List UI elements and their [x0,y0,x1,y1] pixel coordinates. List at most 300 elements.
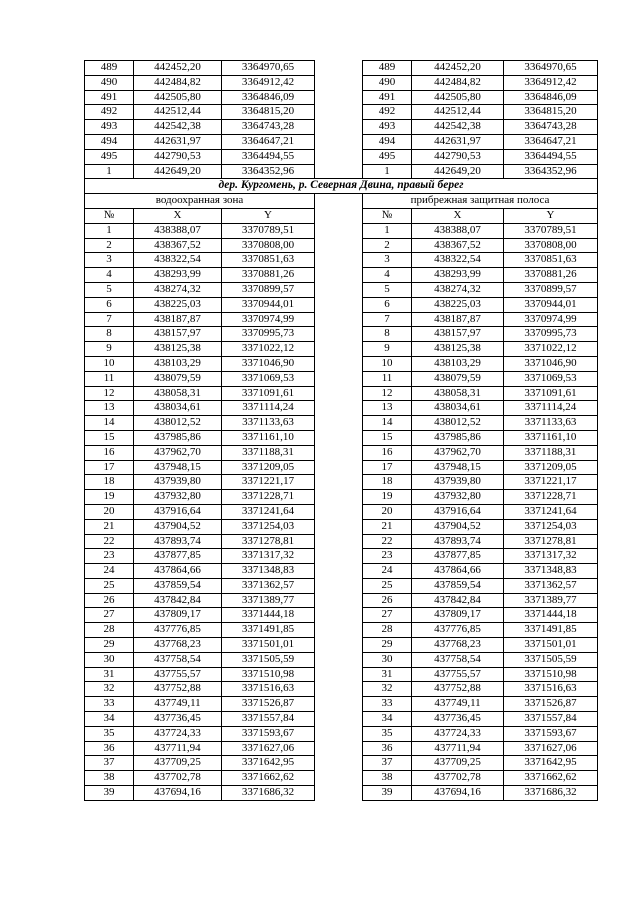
column-gap [315,149,363,164]
y-coordinate-cell: 3371278,81 [222,534,315,549]
y-coordinate-cell: 3370944,01 [222,297,315,312]
point-number-cell: 34 [363,712,412,727]
point-number-cell: 31 [85,667,134,682]
point-number-cell: 33 [363,697,412,712]
column-gap [315,578,363,593]
table-row [85,578,598,593]
column-gap [315,327,363,342]
point-number-cell: 19 [363,490,412,505]
point-number-cell: 2 [363,238,412,253]
column-gap [315,386,363,401]
x-coordinate-cell: 437893,74 [134,534,222,549]
point-number-cell: 6 [85,297,134,312]
x-coordinate-cell: 438157,97 [134,327,222,342]
point-number-cell: 36 [363,741,412,756]
y-coordinate-cell: 3364647,21 [504,134,598,149]
y-coordinate-cell: 3371389,77 [222,593,315,608]
column-gap [315,623,363,638]
table-row [85,401,598,416]
column-gap [315,726,363,741]
y-coordinate-cell: 3371161,10 [504,430,598,445]
y-coordinate-cell: 3364970,65 [504,61,598,76]
column-gap [315,786,363,801]
y-coordinate-cell: 3371505,59 [222,652,315,667]
point-number-cell: 27 [363,608,412,623]
x-coordinate-cell: 442790,53 [412,149,504,164]
column-gap [315,608,363,623]
table-row [85,682,598,697]
point-number-cell: 28 [85,623,134,638]
x-coordinate-cell: 438034,61 [134,401,222,416]
column-gap [315,282,363,297]
table-row [85,519,598,534]
column-gap [315,297,363,312]
table-row [85,371,598,386]
table-row [85,712,598,727]
x-coordinate-cell: 437864,66 [134,564,222,579]
point-number-cell: 18 [363,475,412,490]
x-coordinate-cell: 438012,52 [134,416,222,431]
table-row [85,164,598,179]
y-coordinate-cell: 3371642,95 [222,756,315,771]
point-number-cell: 9 [85,342,134,357]
x-coordinate-cell: 438103,29 [134,356,222,371]
y-coordinate-cell: 3371557,84 [222,712,315,727]
y-coordinate-cell: 3370808,00 [504,238,598,253]
table-row [85,105,598,120]
y-coordinate-cell: 3371114,24 [222,401,315,416]
table-row [85,430,598,445]
y-coordinate-cell: 3371501,01 [222,638,315,653]
x-coordinate-cell: 437985,86 [134,430,222,445]
point-number-cell: 14 [85,416,134,431]
point-number-cell: 492 [363,105,412,120]
x-coordinate-cell: 437758,54 [412,652,504,667]
table-row [85,697,598,712]
column-gap [315,741,363,756]
point-number-cell: 492 [85,105,134,120]
x-coordinate-cell: 442484,82 [134,75,222,90]
y-coordinate-cell: 3371362,57 [504,578,598,593]
y-coordinate-cell: 3371221,17 [504,475,598,490]
table-row [85,771,598,786]
point-number-cell: 14 [363,416,412,431]
column-gap [315,194,363,209]
x-coordinate-cell: 442542,38 [134,120,222,135]
column-gap [315,342,363,357]
point-number-cell: 489 [85,61,134,76]
column-gap [315,593,363,608]
point-number-cell: 11 [363,371,412,386]
coordinates-document [84,60,597,801]
table-row [85,312,598,327]
y-coordinate-cell: 3371317,32 [504,549,598,564]
point-number-cell: 495 [85,149,134,164]
x-coordinate-cell: 438293,99 [134,268,222,283]
x-coordinate-cell: 442631,97 [134,134,222,149]
x-coordinate-cell: 438367,52 [412,238,504,253]
point-number-cell: 2 [85,238,134,253]
y-coordinate-cell: 3364743,28 [222,120,315,135]
y-coordinate-cell: 3371278,81 [504,534,598,549]
x-coordinate-cell: 437768,23 [412,638,504,653]
x-coordinate-cell: 437948,15 [412,460,504,475]
column-gap [315,164,363,179]
x-coordinate-cell: 438187,87 [412,312,504,327]
x-coordinate-cell: 437809,17 [412,608,504,623]
point-number-cell: 33 [85,697,134,712]
point-number-cell: 15 [363,430,412,445]
point-number-cell: 17 [85,460,134,475]
point-number-cell: 8 [363,327,412,342]
table-row [85,149,598,164]
x-coordinate-cell: 438079,59 [134,371,222,386]
point-number-cell: 10 [85,356,134,371]
table-row [85,445,598,460]
column-gap [315,134,363,149]
point-number-cell: 37 [85,756,134,771]
x-coordinate-cell: 437904,52 [134,519,222,534]
point-number-cell: 1 [85,164,134,179]
x-coordinate-cell: 438225,03 [412,297,504,312]
y-coordinate-cell: 3371209,05 [222,460,315,475]
point-number-cell: 30 [85,652,134,667]
x-coordinate-cell: 438367,52 [134,238,222,253]
column-gap [315,90,363,105]
x-coordinate-cell: 438079,59 [412,371,504,386]
point-number-cell: 32 [85,682,134,697]
y-coordinate-cell: 3371348,83 [504,564,598,579]
x-coordinate-cell: 437985,86 [412,430,504,445]
y-coordinate-cell: 3371516,63 [222,682,315,697]
point-number-cell: 29 [85,638,134,653]
point-number-cell: 21 [363,519,412,534]
x-coordinate-cell: 437916,64 [412,504,504,519]
point-number-cell: 29 [363,638,412,653]
point-number-cell: 22 [363,534,412,549]
x-coordinate-cell: 437752,88 [134,682,222,697]
x-coordinate-cell: 437893,74 [412,534,504,549]
point-number-cell: 13 [85,401,134,416]
y-coordinate-cell: 3371593,67 [504,726,598,741]
x-coordinate-cell: 437724,33 [134,726,222,741]
x-coordinate-cell: 437752,88 [412,682,504,697]
y-coordinate-cell: 3364912,42 [222,75,315,90]
y-coordinate-cell: 3371348,83 [222,564,315,579]
point-number-cell: 4 [363,268,412,283]
x-coordinate-cell: 437916,64 [134,504,222,519]
section-title-row [85,179,598,194]
point-number-cell: 7 [363,312,412,327]
point-number-cell: 39 [85,786,134,801]
y-coordinate-cell: 3371627,06 [504,741,598,756]
x-coordinate-cell: 437702,78 [412,771,504,786]
point-number-cell: 491 [85,90,134,105]
x-coordinate-cell: 437709,25 [134,756,222,771]
column-header-row [85,208,598,223]
x-coordinate-cell: 437711,94 [412,741,504,756]
point-number-cell: 493 [363,120,412,135]
point-number-cell: 19 [85,490,134,505]
table-row [85,120,598,135]
x-coordinate-cell: 437904,52 [412,519,504,534]
table-row [85,652,598,667]
x-coordinate-cell: 437842,84 [412,593,504,608]
table-row [85,475,598,490]
x-coordinate-cell: 438125,38 [412,342,504,357]
y-coordinate-cell: 3371526,87 [222,697,315,712]
x-coordinate-cell: 442631,97 [412,134,504,149]
y-coordinate-cell: 3371593,67 [222,726,315,741]
x-coordinate-cell: 438012,52 [412,416,504,431]
x-coordinate-cell: 438103,29 [412,356,504,371]
y-coordinate-cell: 3370851,63 [504,253,598,268]
y-coordinate-cell: 3371686,32 [504,786,598,801]
point-number-cell: 5 [85,282,134,297]
y-coordinate-cell: 3370789,51 [222,223,315,238]
coordinates-table-body [85,61,598,801]
point-number-cell: 25 [363,578,412,593]
y-coordinate-cell: 3364970,65 [222,61,315,76]
x-coordinate-cell: 437755,57 [412,667,504,682]
y-coordinate-cell: 3371526,87 [504,697,598,712]
column-gap [315,371,363,386]
column-header: № [85,208,134,223]
x-coordinate-cell: 438293,99 [412,268,504,283]
y-coordinate-cell: 3371133,63 [222,416,315,431]
y-coordinate-cell: 3364352,96 [504,164,598,179]
column-header: № [363,208,412,223]
point-number-cell: 8 [85,327,134,342]
x-coordinate-cell: 437694,16 [134,786,222,801]
point-number-cell: 1 [363,164,412,179]
point-number-cell: 494 [363,134,412,149]
y-coordinate-cell: 3364846,09 [504,90,598,105]
x-coordinate-cell: 442452,20 [412,61,504,76]
point-number-cell: 12 [85,386,134,401]
table-row [85,667,598,682]
point-number-cell: 490 [363,75,412,90]
point-number-cell: 494 [85,134,134,149]
x-coordinate-cell: 442452,20 [134,61,222,76]
y-coordinate-cell: 3371317,32 [222,549,315,564]
point-number-cell: 20 [85,504,134,519]
y-coordinate-cell: 3371254,03 [222,519,315,534]
point-number-cell: 13 [363,401,412,416]
table-row [85,504,598,519]
y-coordinate-cell: 3371627,06 [222,741,315,756]
table-row [85,534,598,549]
point-number-cell: 3 [363,253,412,268]
x-coordinate-cell: 437877,85 [134,549,222,564]
point-number-cell: 28 [363,623,412,638]
point-number-cell: 17 [363,460,412,475]
column-gap [315,356,363,371]
point-number-cell: 16 [363,445,412,460]
table-row [85,61,598,76]
y-coordinate-cell: 3370974,99 [222,312,315,327]
table-row [85,786,598,801]
y-coordinate-cell: 3371389,77 [504,593,598,608]
y-coordinate-cell: 3371188,31 [504,445,598,460]
y-coordinate-cell: 3364494,55 [222,149,315,164]
point-number-cell: 7 [85,312,134,327]
y-coordinate-cell: 3370995,73 [222,327,315,342]
table-row [85,638,598,653]
point-number-cell: 4 [85,268,134,283]
x-coordinate-cell: 438225,03 [134,297,222,312]
point-number-cell: 9 [363,342,412,357]
table-row [85,756,598,771]
y-coordinate-cell: 3371188,31 [222,445,315,460]
column-gap [315,208,363,223]
y-coordinate-cell: 3370899,57 [504,282,598,297]
x-coordinate-cell: 438187,87 [134,312,222,327]
column-gap [315,756,363,771]
table-row [85,282,598,297]
column-gap [315,238,363,253]
x-coordinate-cell: 442512,44 [134,105,222,120]
x-coordinate-cell: 437694,16 [412,786,504,801]
x-coordinate-cell: 438322,54 [412,253,504,268]
point-number-cell: 21 [85,519,134,534]
y-coordinate-cell: 3370881,26 [504,268,598,283]
column-gap [315,401,363,416]
x-coordinate-cell: 437877,85 [412,549,504,564]
y-coordinate-cell: 3371241,64 [222,504,315,519]
x-coordinate-cell: 437768,23 [134,638,222,653]
section-title: дер. Кургомень, р. Северная Двина, правый берег [85,179,598,194]
column-gap [315,549,363,564]
y-coordinate-cell: 3364647,21 [222,134,315,149]
x-coordinate-cell: 437711,94 [134,741,222,756]
x-coordinate-cell: 437932,80 [412,490,504,505]
x-coordinate-cell: 442649,20 [134,164,222,179]
y-coordinate-cell: 3371133,63 [504,416,598,431]
table-row [85,356,598,371]
x-coordinate-cell: 438058,31 [134,386,222,401]
y-coordinate-cell: 3364815,20 [222,105,315,120]
x-coordinate-cell: 437859,54 [134,578,222,593]
y-coordinate-cell: 3371510,98 [222,667,315,682]
column-header: X [412,208,504,223]
x-coordinate-cell: 437776,85 [134,623,222,638]
x-coordinate-cell: 437776,85 [412,623,504,638]
column-gap [315,475,363,490]
column-gap [315,120,363,135]
y-coordinate-cell: 3371022,12 [222,342,315,357]
column-gap [315,682,363,697]
table-row [85,75,598,90]
column-gap [315,519,363,534]
y-coordinate-cell: 3370881,26 [222,268,315,283]
x-coordinate-cell: 437962,70 [412,445,504,460]
column-gap [315,490,363,505]
table-row [85,608,598,623]
point-number-cell: 32 [363,682,412,697]
column-header: Y [222,208,315,223]
y-coordinate-cell: 3371161,10 [222,430,315,445]
y-coordinate-cell: 3371069,53 [504,371,598,386]
y-coordinate-cell: 3371505,59 [504,652,598,667]
y-coordinate-cell: 3371091,61 [504,386,598,401]
y-coordinate-cell: 3371221,17 [222,475,315,490]
point-number-cell: 34 [85,712,134,727]
column-gap [315,223,363,238]
y-coordinate-cell: 3371362,57 [222,578,315,593]
point-number-cell: 15 [85,430,134,445]
x-coordinate-cell: 437809,17 [134,608,222,623]
x-coordinate-cell: 437842,84 [134,593,222,608]
table-row [85,623,598,638]
table-row [85,490,598,505]
x-coordinate-cell: 437749,11 [412,697,504,712]
column-gap [315,534,363,549]
y-coordinate-cell: 3370789,51 [504,223,598,238]
x-coordinate-cell: 437736,45 [134,712,222,727]
point-number-cell: 25 [85,578,134,593]
point-number-cell: 36 [85,741,134,756]
point-number-cell: 35 [363,726,412,741]
y-coordinate-cell: 3370808,00 [222,238,315,253]
y-coordinate-cell: 3371642,95 [504,756,598,771]
column-gap [315,564,363,579]
point-number-cell: 489 [363,61,412,76]
point-number-cell: 490 [85,75,134,90]
x-coordinate-cell: 442505,80 [412,90,504,105]
y-coordinate-cell: 3370995,73 [504,327,598,342]
x-coordinate-cell: 437932,80 [134,490,222,505]
column-gap [315,460,363,475]
table-row [85,593,598,608]
y-coordinate-cell: 3371091,61 [222,386,315,401]
column-gap [315,504,363,519]
x-coordinate-cell: 437758,54 [134,652,222,667]
x-coordinate-cell: 438157,97 [412,327,504,342]
column-header: Y [504,208,598,223]
x-coordinate-cell: 437702,78 [134,771,222,786]
y-coordinate-cell: 3371491,85 [504,623,598,638]
y-coordinate-cell: 3371069,53 [222,371,315,386]
table-row [85,342,598,357]
x-coordinate-cell: 442790,53 [134,149,222,164]
x-coordinate-cell: 438274,32 [134,282,222,297]
column-gap [315,416,363,431]
x-coordinate-cell: 438388,07 [134,223,222,238]
y-coordinate-cell: 3371491,85 [222,623,315,638]
point-number-cell: 24 [85,564,134,579]
x-coordinate-cell: 442512,44 [412,105,504,120]
y-coordinate-cell: 3371444,18 [222,608,315,623]
table-row [85,223,598,238]
y-coordinate-cell: 3364494,55 [504,149,598,164]
column-header: X [134,208,222,223]
x-coordinate-cell: 442649,20 [412,164,504,179]
y-coordinate-cell: 3370974,99 [504,312,598,327]
x-coordinate-cell: 437948,15 [134,460,222,475]
table-row [85,386,598,401]
x-coordinate-cell: 437939,80 [134,475,222,490]
point-number-cell: 24 [363,564,412,579]
point-number-cell: 30 [363,652,412,667]
x-coordinate-cell: 437939,80 [412,475,504,490]
y-coordinate-cell: 3371686,32 [222,786,315,801]
y-coordinate-cell: 3371241,64 [504,504,598,519]
table-row [85,253,598,268]
y-coordinate-cell: 3371662,62 [222,771,315,786]
y-coordinate-cell: 3371444,18 [504,608,598,623]
y-coordinate-cell: 3371254,03 [504,519,598,534]
